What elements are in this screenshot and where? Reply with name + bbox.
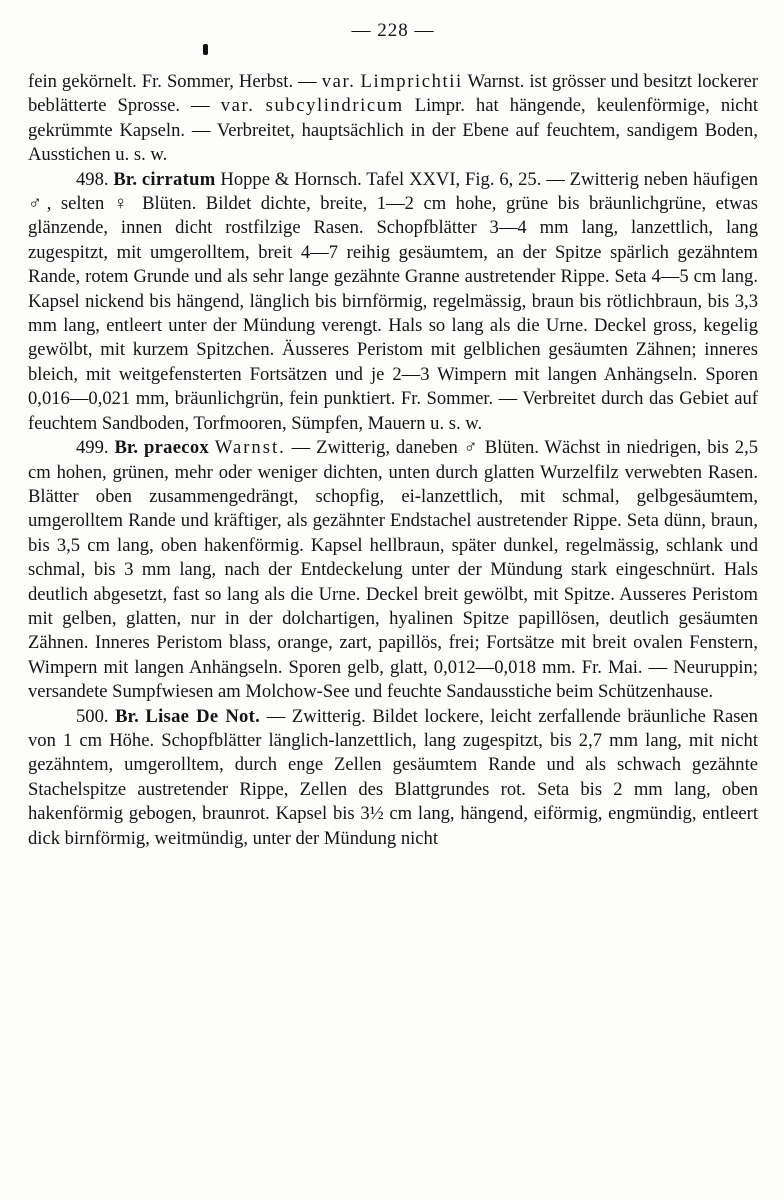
species-name: praecox xyxy=(143,437,210,459)
entry-description: — Zwitterig, daneben ♂ Blüten. Wächst in niedrigen, bis 2,5 cm hohen, grünen, mehr oder weniger dichten, unten durch glatten Wurzelfilz verwebten Rasen. Blätter oben zusammengedrängt, schopfig, ei-lanzettlich, mit schmal, gelbgesäumtem, umgerolltem Rande und kräftiger, als gezähnter Endstachel austretender Rippe. Seta dünn, braun, bis 3,5 cm lang, oben hakenförmig. Kapsel hellbraun, später dunkel, regelmässig, schlank und schmal, bis 3 mm lang, nach der Entdeckelung unter der Mündung stark eingeschnürt. Hals deutlich abgesetzt, fast so lang als die Urne. Deckel breit gewölbt, mit Spitze. Ausseres Peristom mit gelben, glatten, nur in der dolchartigen, hyalinen Spitze papillösen, deutlich gesäumten Zähnen. Inneres Peristom blass, orange, zart, papillös, frei; Fortsätze mit breit ovalen Fenstern, Wimpern mit langen Anhängseln. Sporen gelb, glatt, 0,012—0,018 mm. Fr. Mai. — Neuruppin; versandete Sumpfwiesen am Molchow-See und feuchte Sandausstiche beim Schützenhause. xyxy=(28,437,759,703)
intro-text-3: Limpr. hat hängende, keulenförmige, nicht gekrümmte Kapseln. — Verbreitet, hauptsächlich in der Ebene auf feuchtem, sandigem Boden, Ausstichen u. s. w. xyxy=(28,95,758,166)
entry-number: 498. xyxy=(76,168,109,190)
ink-speck-mark xyxy=(203,44,208,55)
species-entry-499 xyxy=(28,436,758,704)
text-body xyxy=(28,70,758,851)
intro-text-1: fein gekörnelt. Fr. Sommer, Herbst. — xyxy=(28,71,322,92)
variety-name: Limprichtii xyxy=(360,71,463,92)
intro-paragraph xyxy=(28,70,758,168)
entry-description: — Zwitterig. Bildet lockere, leicht zerfallende bräunliche Rasen von 1 cm Höhe. Schopfblätter länglich-lanzettlich, lang zugespitzt, bis 2,7 mm lang, mit nicht gezähntem, umgerolltem, durch enge Zellen gesäumtem Rande und als schwach gezähnte Stachelspitze austretender Rippe, Zellen des Blattgrundes rot. Seta bis 2 mm lang, oben hakenförmig gebogen, braunrot. Kapsel bis 3½ cm lang, hängend, eiförmig, engmündig, entleert dick birnförmig, weitmündig, unter der Mündung nicht xyxy=(28,705,758,849)
authority: Warnst. xyxy=(214,437,286,459)
species-name: cirratum xyxy=(141,168,216,190)
species-entry-500 xyxy=(28,705,758,851)
entry-number: 500. xyxy=(76,705,109,727)
genus-abbrev: Br. xyxy=(115,705,139,727)
species-name: Lisae De Not. xyxy=(145,705,261,727)
species-entry-498 xyxy=(28,168,758,436)
variety-label: var. xyxy=(220,95,255,117)
variety-label: var. xyxy=(321,71,356,92)
variety-name: subcylindricum xyxy=(265,95,404,117)
genus-abbrev: Br. xyxy=(113,168,138,190)
entry-description: Tafel XXVI, Fig. 6, 25. — Zwitterig neben häufigen ♂, selten ♀ Blüten. Bildet dichte, breite, 1—2 cm hohe, grüne bis bräunlichgrüne, etwas glänzende, innen dicht rostfilzige Rasen. Schopfblätter 3—4 mm lang, lanzettlich, lang zugespitzt, mit umgerolltem, breit 4—7 reihig gesäumtem, an der Spitze spärlich gezähntem Rande, rotem Grunde und als sehr lange gezähnte Granne austretender Rippe. Seta 4—5 cm lang. Kapsel nickend bis hängend, länglich bis birnförmig, regelmässig, braun bis rötlichbraun, bis 3,3 mm lang, entleert unter der Mündung verengt. Hals so lang als die Urne. Deckel gross, kegelig gewölbt, mit kurzem Spitzchen. Äusseres Peristom mit gelblichen gesäumten Zähnen; inneres bleich, mit weitgefensterten Fortsätzen und je 2—3 Wimpern mit langen Anhängseln. Sporen 0,016—0,021 mm, bräunlichgrün, fein punktiert. Fr. Sommer. — Verbreitet durch das Gebiet auf feuchtem Sandboden, Torfmooren, Sümpfen, Mauern u. s. w. xyxy=(28,168,759,434)
entry-number: 499. xyxy=(76,437,109,459)
page-number: — 228 — xyxy=(351,20,435,41)
intro-text-2: Warnst. ist grösser und besitzt lockerer beblätterte Sprosse. — xyxy=(28,71,758,117)
genus-abbrev: Br. xyxy=(114,437,139,459)
authority: Hoppe & Hornsch. xyxy=(220,168,362,190)
